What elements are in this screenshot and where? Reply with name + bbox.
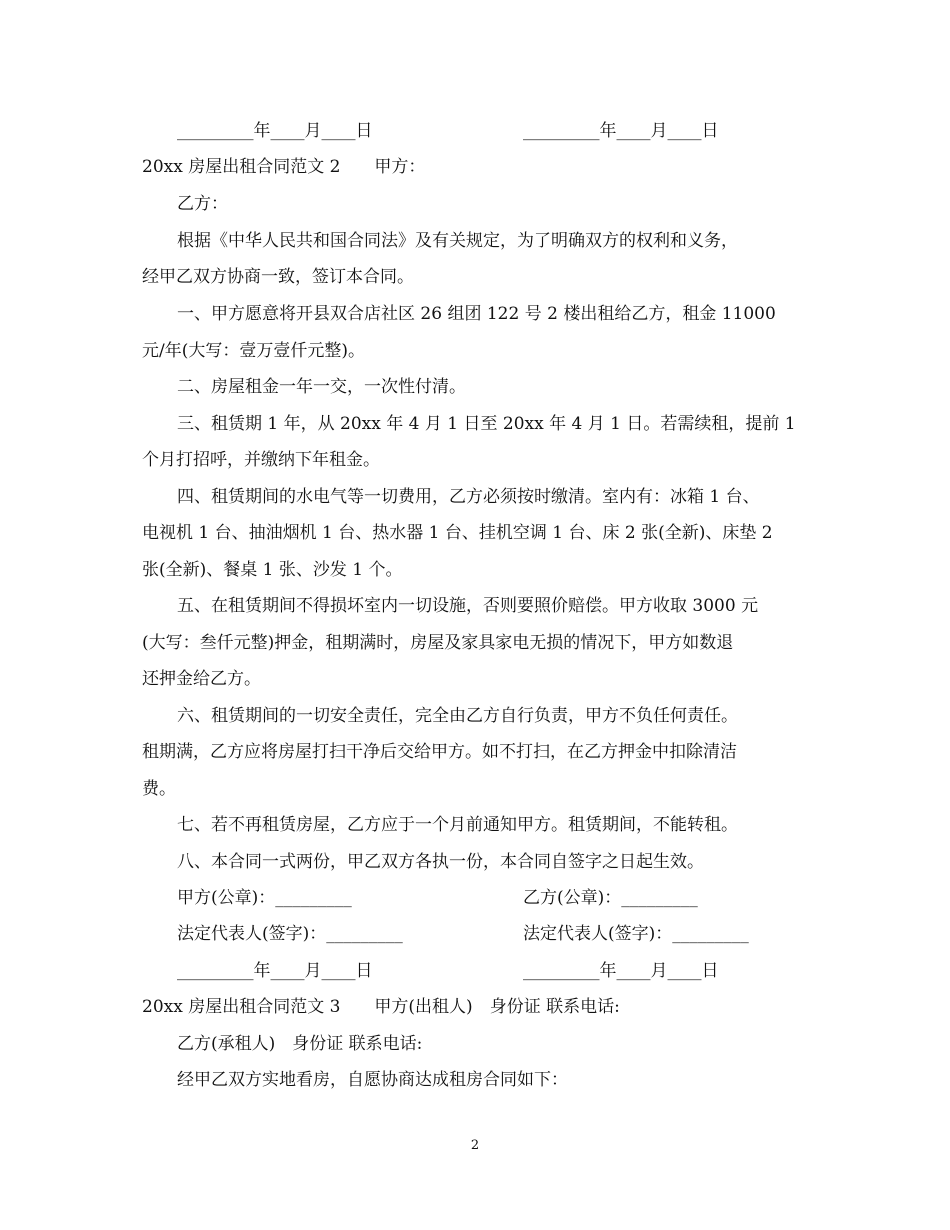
date-line-left-1: _________年____月____日 xyxy=(177,121,373,141)
party-b-representative-line: 法定代表人(签字)：_________ xyxy=(523,924,749,944)
paragraph-line: 六、租赁期间的一切安全责任，完全由乙方自行负责，甲方不负任何责任。 xyxy=(177,706,738,726)
paragraph-line: 经甲乙双方协商一致，签订本合同。 xyxy=(142,267,414,287)
paragraph-line: 三、租赁期 1 年，从 20xx 年 4 月 1 日至 20xx 年 4 月 1 日。若需续租，提前 1 xyxy=(177,414,796,434)
paragraph-line: 张(全新)、餐桌 1 张、沙发 1 个。 xyxy=(142,560,403,580)
paragraph-line: 乙方： xyxy=(177,194,228,214)
party-a-seal-line: 甲方(公章)：_________ xyxy=(177,888,352,908)
paragraph-line: 二、房屋租金一年一交，一次性付清。 xyxy=(177,377,466,397)
date-line-right-2: _________年____月____日 xyxy=(523,961,719,981)
party-b-seal-line: 乙方(公章)：_________ xyxy=(523,888,698,908)
section-heading-2: 20xx 房屋出租合同范文 2 甲方： xyxy=(142,157,426,177)
paragraph-line: 一、甲方愿意将开县双合店社区 26 组团 122 号 2 楼出租给乙方，租金 11000 xyxy=(177,304,776,324)
paragraph-line: 四、租赁期间的水电气等一切费用，乙方必须按时缴清。室内有：冰箱 1 台、 xyxy=(177,487,760,507)
paragraph-line: 个月打招呼，并缴纳下年租金。 xyxy=(142,450,380,470)
paragraph-line: 乙方(承租人) 身份证 联系电话: xyxy=(177,1034,423,1054)
section-heading-3: 20xx 房屋出租合同范文 3 甲方(出租人) 身份证 联系电话: xyxy=(142,997,620,1017)
paragraph-line: 租期满，乙方应将房屋打扫干净后交给甲方。如不打扫，在乙方押金中扣除清洁 xyxy=(142,742,737,762)
page-number: 2 xyxy=(470,1138,480,1153)
date-line-right-1: _________年____月____日 xyxy=(523,121,719,141)
paragraph-line: 八、本合同一式两份，甲乙双方各执一份，本合同自签字之日起生效。 xyxy=(177,852,704,872)
paragraph-line: 还押金给乙方。 xyxy=(142,669,261,689)
paragraph-line: 经甲乙双方实地看房，自愿协商达成租房合同如下： xyxy=(177,1070,568,1090)
paragraph-line: 根据《中华人民共和国合同法》及有关规定，为了明确双方的权利和义务， xyxy=(177,231,738,251)
party-a-representative-line: 法定代表人(签字)：_________ xyxy=(177,924,403,944)
paragraph-line: (大写：叁仟元整)押金，租期满时，房屋及家具家电无损的情况下，甲方如数退 xyxy=(142,633,734,653)
paragraph-line: 电视机 1 台、抽油烟机 1 台、热水器 1 台、挂机空调 1 台、床 2 张(全新)、床垫 2 xyxy=(142,523,773,543)
paragraph-line: 元/年(大写：壹万壹仟元整)。 xyxy=(142,341,365,361)
paragraph-line: 费。 xyxy=(142,779,176,799)
paragraph-line: 七、若不再租赁房屋，乙方应于一个月前通知甲方。租赁期间，不能转租。 xyxy=(177,815,738,835)
date-line-left-2: _________年____月____日 xyxy=(177,961,373,981)
paragraph-line: 五、在租赁期间不得损坏室内一切设施，否则要照价赔偿。甲方收取 3000 元 xyxy=(177,596,759,616)
